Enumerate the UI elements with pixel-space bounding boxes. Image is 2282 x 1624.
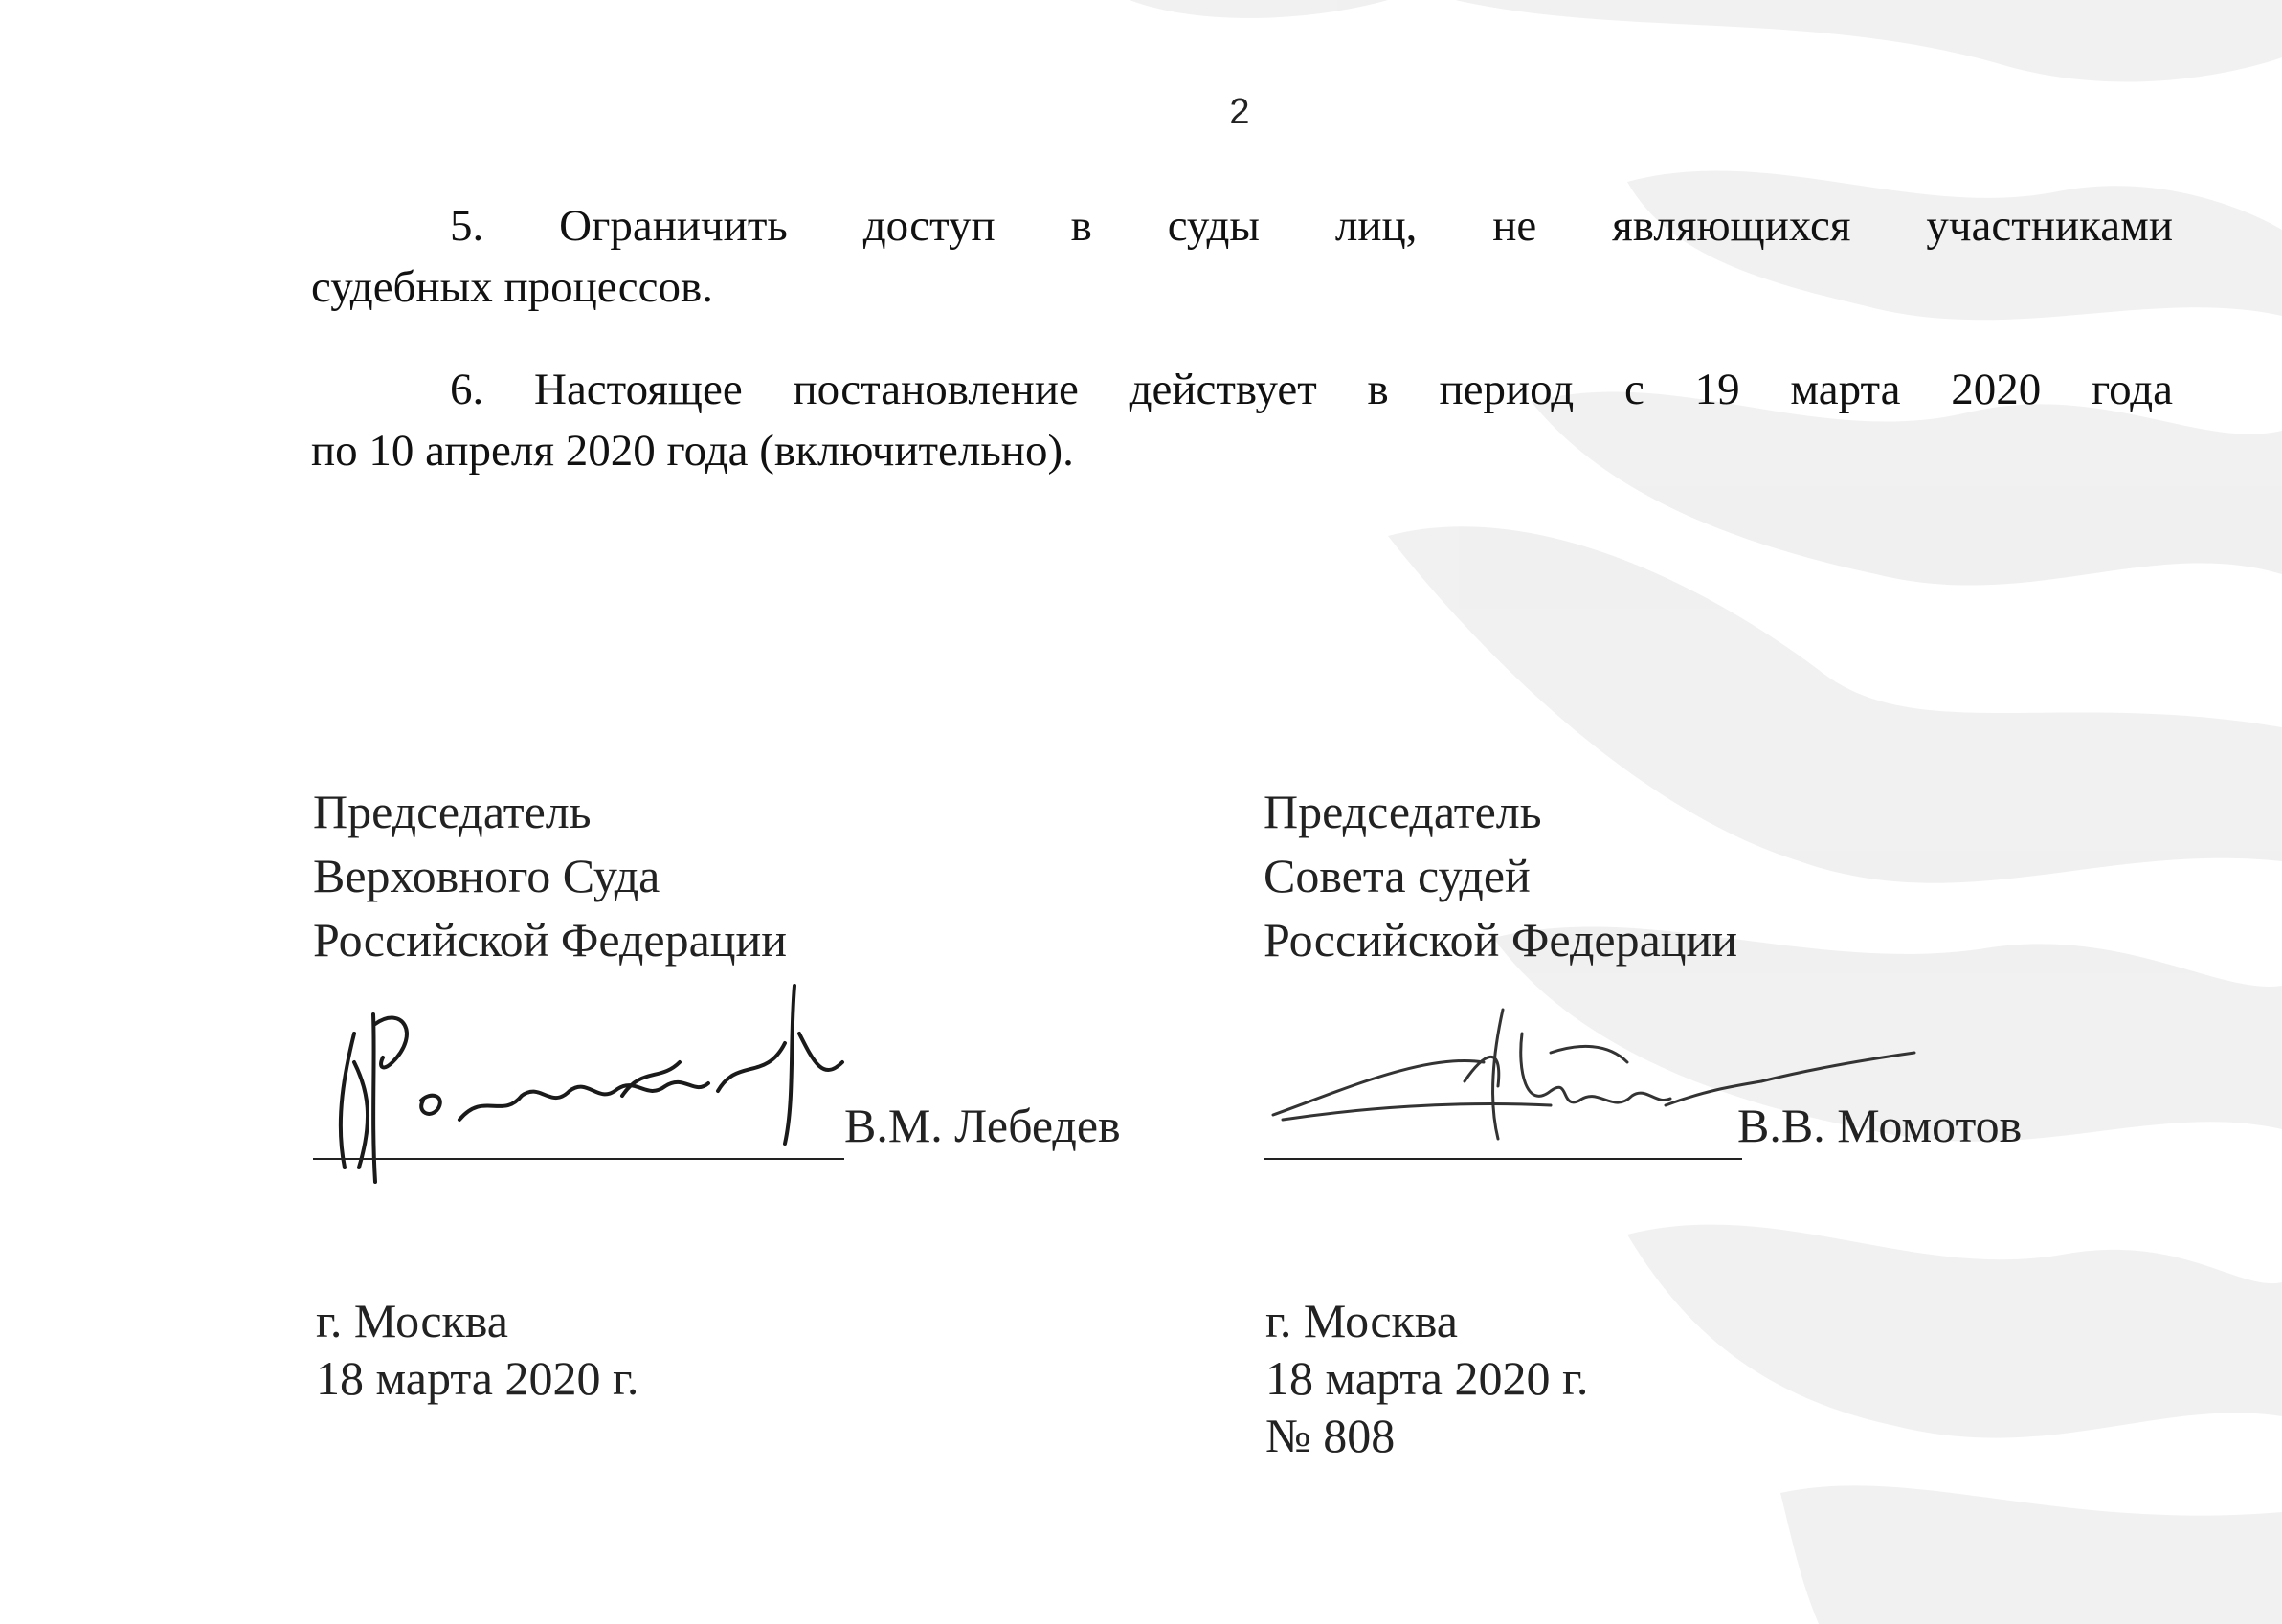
paragraph-6-continuation: по 10 апреля 2020 года (включительно). xyxy=(311,426,1074,476)
right-date: 18 марта 2020 г. xyxy=(1265,1351,1589,1405)
right-title-line: Российской Федерации xyxy=(1264,913,1738,967)
right-place-date-number xyxy=(1265,1292,1588,1464)
left-handwritten-signature xyxy=(316,976,852,1187)
paragraph-5-continuation: судебных процессов. xyxy=(311,262,713,312)
left-city: г. Москва xyxy=(316,1294,508,1347)
left-title-line: Российской Федерации xyxy=(313,913,788,967)
left-date: 18 марта 2020 г. xyxy=(316,1351,639,1405)
right-signatory-name: В.В. Момотов xyxy=(1737,1099,2023,1152)
left-signatory-title xyxy=(313,780,787,972)
left-signature-line xyxy=(313,1158,844,1160)
right-title-line: Совета судей xyxy=(1264,849,1531,902)
left-place-and-date xyxy=(316,1292,638,1407)
paragraph-6 xyxy=(311,359,2173,481)
right-title-line: Председатель xyxy=(1264,785,1542,838)
left-signatory-name: В.М. Лебедев xyxy=(844,1099,1121,1152)
right-signatory-title xyxy=(1264,780,1737,972)
paragraph-6-first-line: 6. Настоящее постановление действует в период с 19 марта 2020 года xyxy=(450,365,2173,414)
right-signature-line xyxy=(1264,1158,1742,1160)
document-number: № 808 xyxy=(1265,1409,1396,1462)
paragraph-5-first-line: 5. Ограничить доступ в суды лиц, не являющихся участниками xyxy=(450,201,2173,251)
left-title-line: Председатель xyxy=(313,785,592,838)
paragraph-5 xyxy=(311,195,2173,318)
left-title-line: Верховного Суда xyxy=(313,849,660,902)
page-number: 2 xyxy=(1229,92,1250,132)
right-city: г. Москва xyxy=(1265,1294,1458,1347)
